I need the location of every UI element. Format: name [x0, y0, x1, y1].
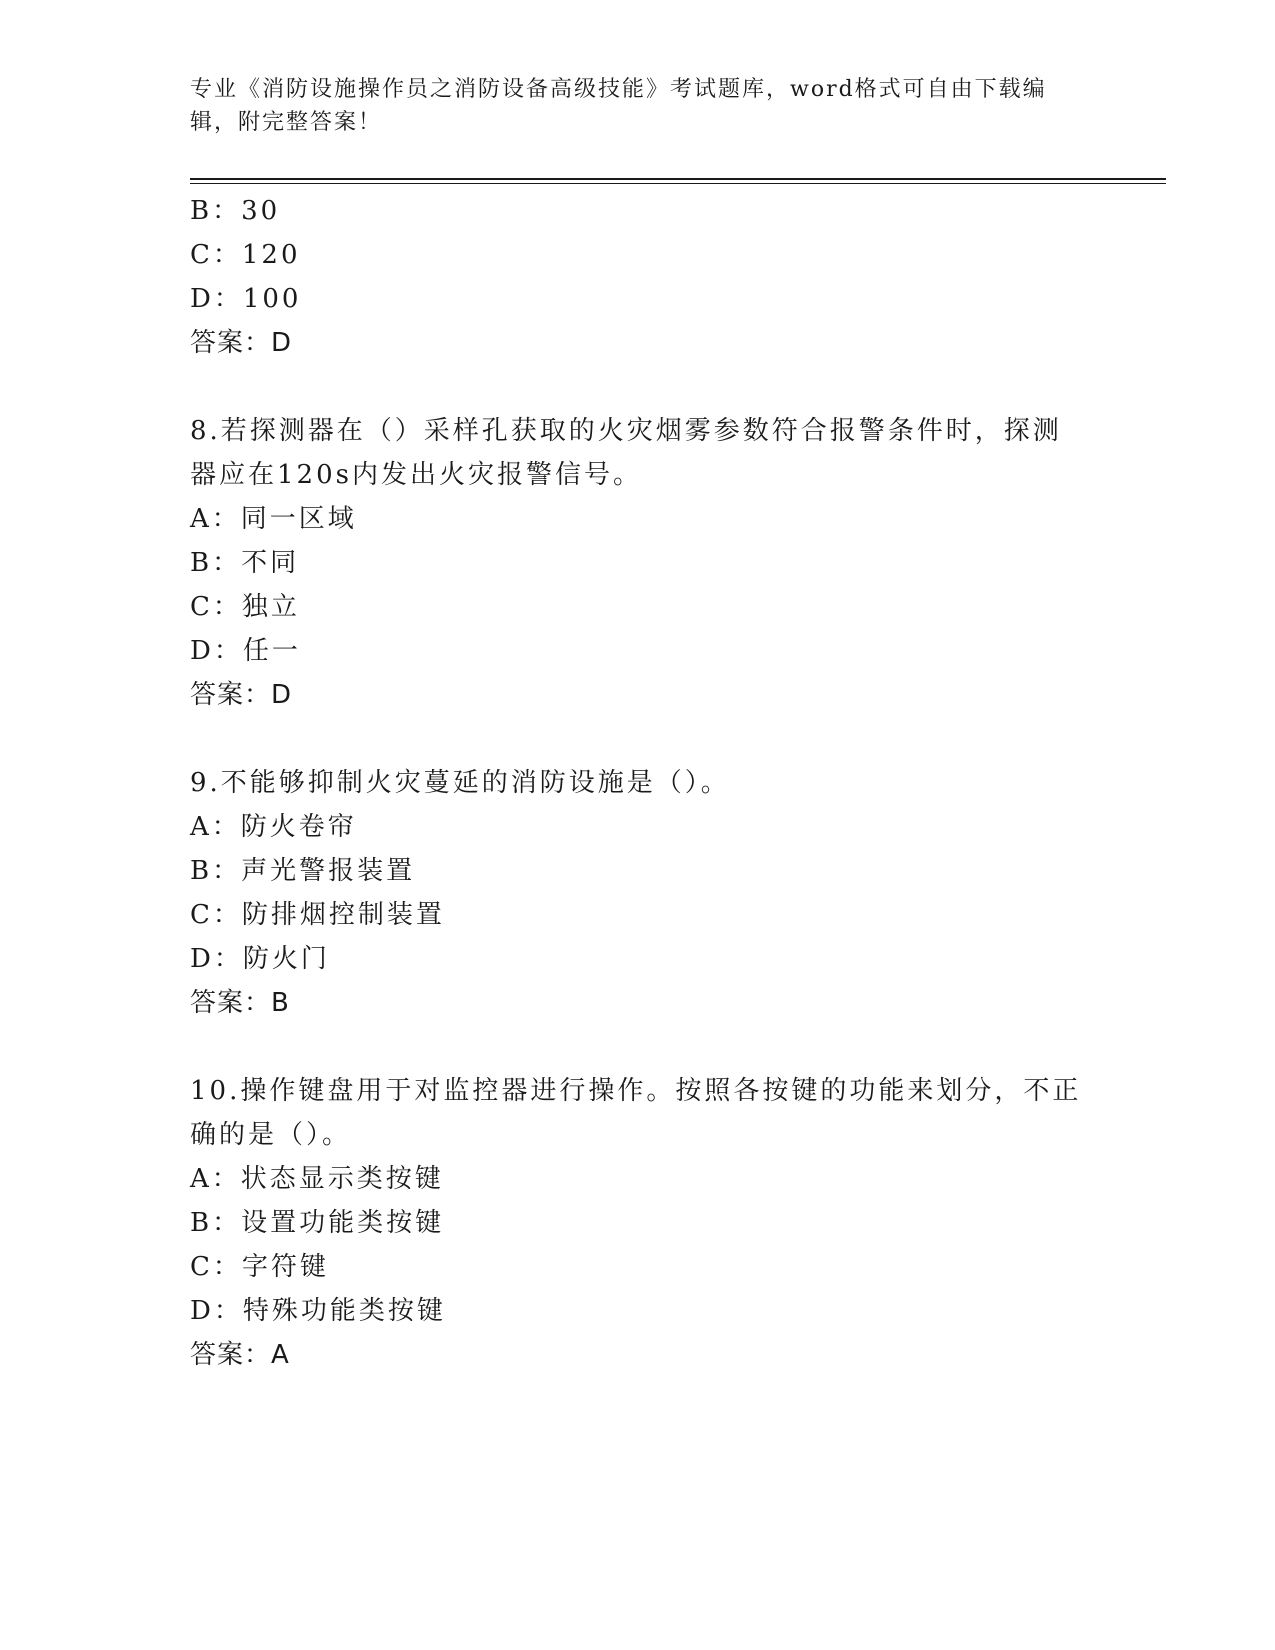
- q9-answer: 答案：B: [190, 988, 290, 1018]
- q8-question-line1: 8.若探测器在（）采样孔获取的火灾烟雾参数符合报警条件时，探测: [190, 416, 1062, 446]
- q8-answer: 答案：D: [190, 680, 293, 710]
- q8-question-line2: 器应在120s内发出火灾报警信号。: [190, 460, 642, 490]
- q10-option-b: B：设置功能类按键: [190, 1208, 445, 1238]
- q9-question-line1: 9.不能够抑制火灾蔓延的消防设施是（）。: [190, 768, 730, 798]
- q10-question-line1: 10.操作键盘用于对监控器进行操作。按照各按键的功能来划分，不正: [190, 1076, 1082, 1106]
- q9-option-a: A：防火卷帘: [190, 812, 357, 842]
- q8-option-a: A：同一区域: [190, 504, 357, 534]
- header-divider-thick: [190, 178, 1166, 180]
- q10-option-d: D：特殊功能类按键: [190, 1296, 446, 1326]
- q10-option-a: A：状态显示类按键: [190, 1164, 444, 1194]
- q10-question-line2: 确的是（）。: [190, 1120, 352, 1150]
- q8-option-b: B：不同: [190, 548, 300, 578]
- header-divider-thin: [190, 183, 1166, 184]
- q10-option-c: C：字符键: [190, 1252, 329, 1282]
- q10-answer: 答案：A: [190, 1340, 290, 1370]
- q7-option-c: C：120: [190, 240, 301, 270]
- q7-option-d: D：100: [190, 284, 302, 314]
- q8-option-c: C：独立: [190, 592, 300, 622]
- document-header: 专业《消防设施操作员之消防设备高级技能》考试题库，word格式可自由下载编辑，附完整答案！: [190, 77, 1047, 135]
- q7-option-b: B：30: [190, 196, 281, 226]
- q9-option-b: B：声光警报装置: [190, 856, 416, 886]
- q7-answer: 答案：D: [190, 328, 293, 358]
- q9-option-d: D：防火门: [190, 944, 330, 974]
- q8-option-d: D：任一: [190, 636, 301, 666]
- q9-option-c: C：防排烟控制装置: [190, 900, 445, 930]
